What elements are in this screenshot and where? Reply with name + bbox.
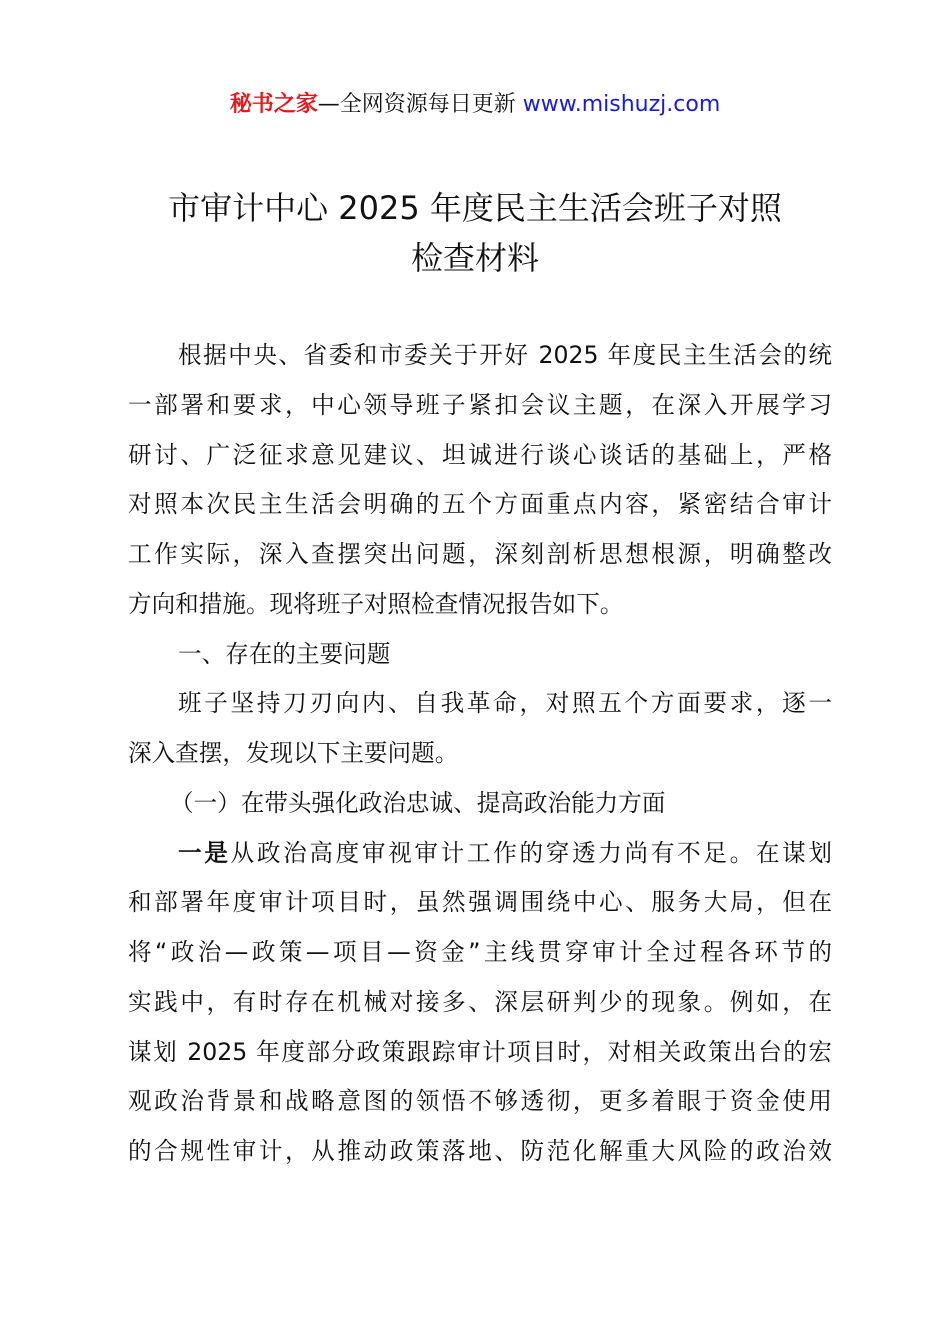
paragraph-line: 对照本次民主生活会明确的五个方面重点内容，紧密结合审计 [128, 490, 832, 519]
paragraph-line [128, 829, 832, 879]
paragraph-line: 一部署和要求，中心领导班子紧扣会议主题，在深入开展学习 [128, 390, 832, 419]
site-header [0, 88, 950, 122]
paragraph-line: 深入查摆，发现以下主要问题。 [128, 739, 459, 767]
title-line-1: 市审计中心 2025 年度民主生活会班子对照 [168, 189, 782, 227]
paragraph-line: 观政治背景和战略意图的领悟不够透彻，更多着眼于资金使用 [128, 1087, 832, 1116]
paragraph-line: 班子坚持刀刃向内、自我革命，对照五个方面要求，逐一 [178, 689, 832, 718]
paragraph-line: 实践中，有时存在机械对接多、深层研判少的现象。例如，在 [128, 987, 832, 1016]
title-line-2: 检查材料 [410, 239, 539, 277]
paragraph-line: 的合规性审计，从推动政策落地、防范化解重大风险的政治效 [128, 1137, 832, 1165]
subsection-heading: （一）在带头强化政治忠诚、提高政治能力方面 [170, 788, 666, 817]
document-title [100, 183, 850, 283]
paragraph-line: 工作实际，深入查摆突出问题，深刻剖析思想根源，明确整改 [128, 540, 832, 568]
site-url-link[interactable]: www.mishuzj.com [522, 92, 721, 117]
section-heading: 一、存在的主要问题 [178, 639, 391, 668]
bold-lead: 一是 [178, 838, 231, 867]
header-slogan: —全网资源每日更新 [317, 92, 516, 117]
paragraph-line: 将“政治—政策—项目—资金”主线贯穿审计全过程各环节的 [128, 938, 832, 966]
document-body [128, 331, 832, 1177]
paragraph-line: 根据中央、省委和市委关于开好 2025 年度民主生活会的统 [178, 341, 832, 369]
paragraph-line: 和部署年度审计项目时，虽然强调围绕中心、服务大局，但在 [128, 888, 832, 917]
paragraph-text: 从政治高度审视审计工作的穿透力尚有不足。在谋划 [230, 838, 832, 867]
brand-name: 秘书之家 [229, 92, 318, 117]
paragraph-line: 研讨、广泛征求意见建议、坦诚进行谈心谈话的基础上，严格 [128, 440, 832, 469]
paragraph-line: 方向和措施。现将班子对照检查情况报告如下。 [128, 589, 624, 618]
paragraph-line: 谋划 2025 年度部分政策跟踪审计项目时，对相关政策出台的宏 [128, 1037, 832, 1066]
